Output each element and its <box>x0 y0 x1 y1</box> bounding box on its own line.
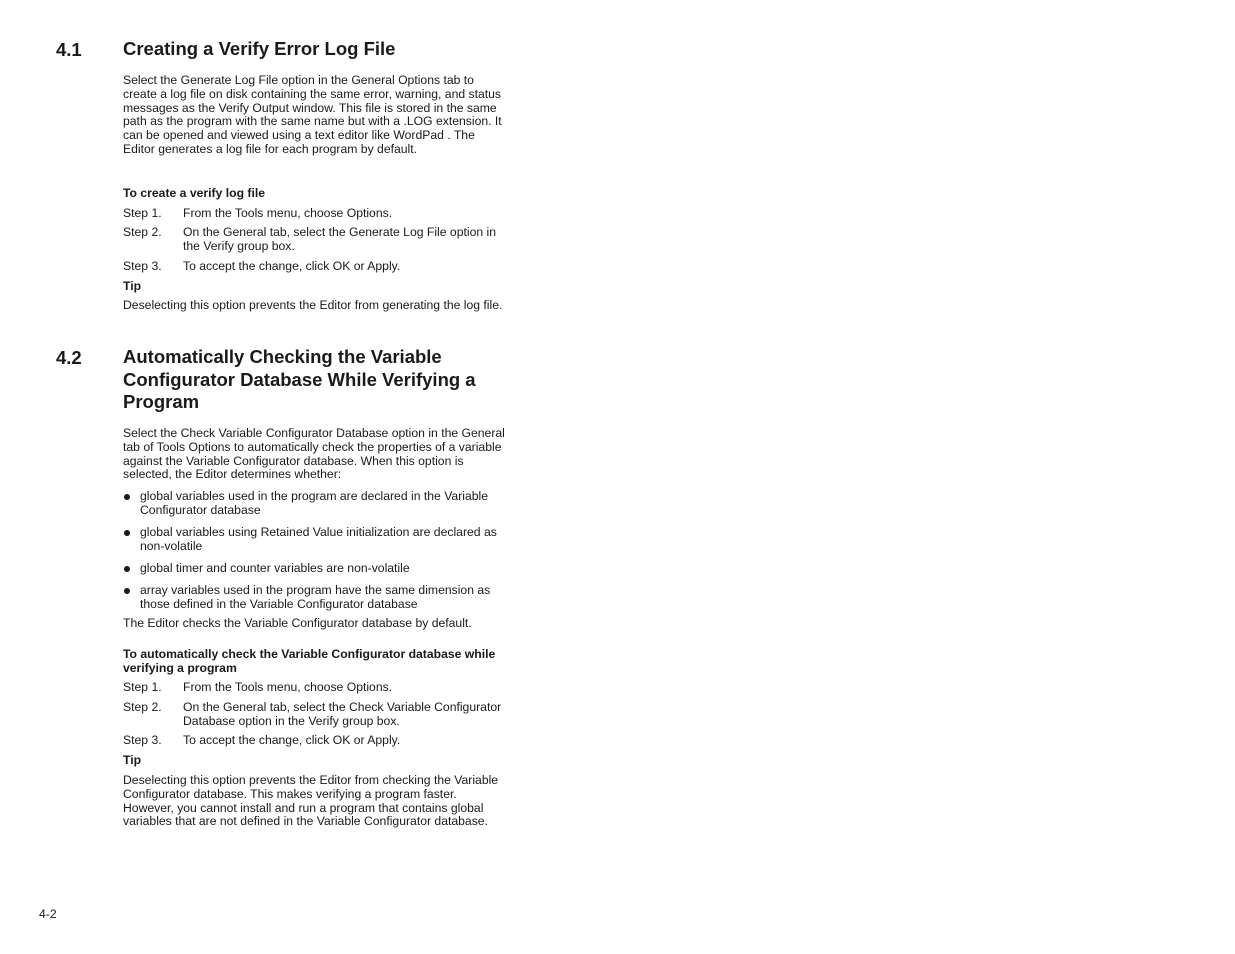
tip-heading: Tip <box>123 279 142 293</box>
tip-text: Deselecting this option prevents the Editor from generating the log file. <box>123 298 503 312</box>
bullet-icon <box>124 494 130 500</box>
default-note: The Editor checks the Variable Configurator database by default. <box>123 616 472 630</box>
step-label: Step 1. <box>123 206 162 220</box>
step-text: On the General tab, select the Generate Log File option in the Verify group box. <box>183 225 497 253</box>
bullet-icon <box>124 566 130 572</box>
procedure-heading: To create a verify log file <box>123 186 266 200</box>
step-text: From the Tools menu, choose Options. <box>183 680 393 694</box>
bullet-icon <box>124 530 130 536</box>
step-text: On the General tab, select the Check Variable Configurator Database option in the Verify group box. <box>183 700 502 728</box>
procedure-heading: To automatically check the Variable Configurator database while verifying a program <box>123 647 496 675</box>
step-label: Step 3. <box>123 733 162 747</box>
step-label: Step 3. <box>123 259 162 273</box>
section-4-2-intro: Select the Check Variable Configurator Database option in the General tab of Tools Options to automatically check the properties of a variable against the Variable Configurator database. When this option is selected, the Editor determines whether: <box>123 426 505 482</box>
step-label: Step 1. <box>123 680 162 694</box>
bullet-icon <box>124 588 130 594</box>
tip-heading: Tip <box>123 753 142 767</box>
list-item-text: array variables used in the program have the same dimension as those defined in the Variable Configurator database <box>140 583 491 611</box>
step-text: To accept the change, click OK or Apply. <box>183 733 401 747</box>
list-item-text: global variables used in the program are declared in the Variable Configurator database <box>140 489 489 517</box>
section-number: 4.2 <box>56 347 82 368</box>
section-title: Creating a Verify Error Log File <box>123 38 396 59</box>
step-label: Step 2. <box>123 700 162 714</box>
step-label: Step 2. <box>123 225 162 239</box>
list-item-text: global timer and counter variables are non-volatile <box>140 561 410 575</box>
list-item-text: global variables using Retained Value initialization are declared as non-volatile <box>140 525 497 553</box>
section-number: 4.1 <box>56 39 82 60</box>
page-number: 4-2 <box>39 907 57 921</box>
section-4-1-intro: Select the Generate Log File option in the General Options tab to create a log file on disk containing the same error, warning, and status messages as the Verify Output window. This file is stored in the same path as the program with the same name but with a .LOG extension. It can be opened and viewed using a text editor like WordPad . The Editor generates a log file for each program by default. <box>123 73 502 156</box>
step-text: To accept the change, click OK or Apply. <box>183 259 401 273</box>
step-text: From the Tools menu, choose Options. <box>183 206 393 220</box>
tip-text: Deselecting this option prevents the Editor from checking the Variable Configurator database. This makes verifying a program faster. However, you cannot install and run a program that contains global variables that are not defined in the Variable Configurator database. <box>123 773 499 829</box>
section-title: Automatically Checking the Variable Configurator Database While Verifying a Program <box>123 346 476 412</box>
